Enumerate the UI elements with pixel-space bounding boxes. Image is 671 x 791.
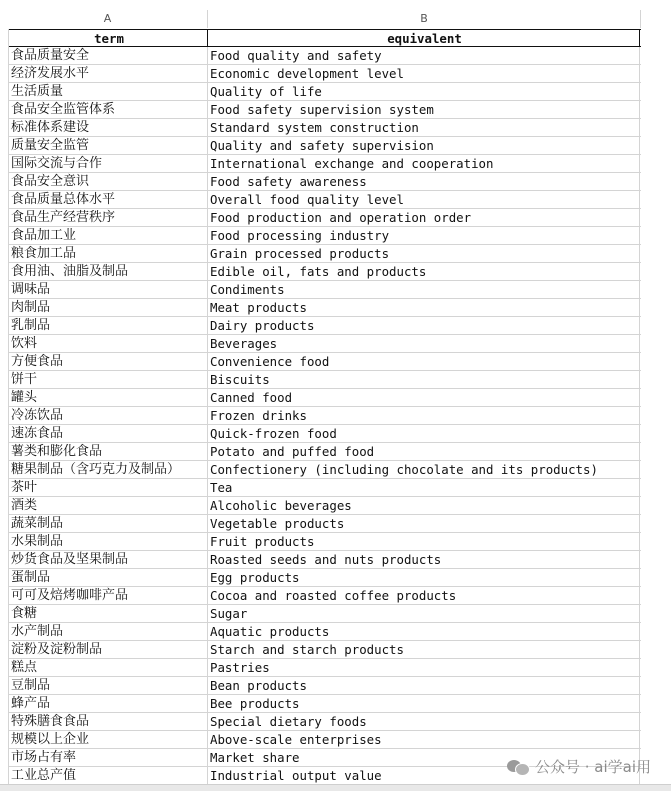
header-cell-term[interactable]: term (9, 30, 208, 47)
term-cell[interactable]: 工业总产值 (9, 767, 208, 784)
term-cell[interactable]: 质量安全监管 (9, 137, 208, 154)
table-row (9, 65, 641, 83)
term-cell[interactable]: 乳制品 (9, 317, 208, 334)
equivalent-cell[interactable]: Food quality and safety (208, 47, 640, 64)
equivalent-cell[interactable]: Quality and safety supervision (208, 137, 640, 154)
equivalent-cell[interactable]: Bee products (208, 695, 640, 712)
equivalent-cell[interactable]: Bean products (208, 677, 640, 694)
table-row (9, 317, 641, 335)
equivalent-cell[interactable]: Condiments (208, 281, 640, 298)
term-cell[interactable]: 方便食品 (9, 353, 208, 370)
term-cell[interactable]: 食糖 (9, 605, 208, 622)
table-row (9, 173, 641, 191)
table-row (9, 137, 641, 155)
equivalent-cell[interactable]: Tea (208, 479, 640, 496)
table-row (9, 119, 641, 137)
equivalent-cell[interactable]: Edible oil, fats and products (208, 263, 640, 280)
equivalent-cell[interactable]: Canned food (208, 389, 640, 406)
term-cell[interactable]: 糖果制品（含巧克力及制品） (9, 461, 208, 478)
equivalent-cell[interactable]: Above-scale enterprises (208, 731, 640, 748)
table-row (9, 443, 641, 461)
table-row (9, 155, 641, 173)
chat-bubbles-icon (507, 758, 529, 776)
term-cell[interactable]: 食品生产经营秩序 (9, 209, 208, 226)
table-row (9, 83, 641, 101)
column-header-b[interactable]: B (208, 10, 641, 28)
header-cell-equivalent[interactable]: equivalent (208, 30, 640, 47)
equivalent-cell[interactable]: Alcoholic beverages (208, 497, 640, 514)
term-cell[interactable]: 蜂产品 (9, 695, 208, 712)
term-cell[interactable]: 肉制品 (9, 299, 208, 316)
watermark (507, 756, 651, 777)
table-row (9, 425, 641, 443)
term-cell[interactable]: 罐头 (9, 389, 208, 406)
equivalent-cell[interactable]: Fruit products (208, 533, 640, 550)
term-cell[interactable]: 可可及焙烤咖啡产品 (9, 587, 208, 604)
term-cell[interactable]: 豆制品 (9, 677, 208, 694)
column-headers (8, 10, 671, 28)
equivalent-cell[interactable]: Dairy products (208, 317, 640, 334)
term-cell[interactable]: 食品质量总体水平 (9, 191, 208, 208)
table-row (9, 641, 641, 659)
term-cell[interactable]: 蛋制品 (9, 569, 208, 586)
table-row (9, 209, 641, 227)
table-row (9, 353, 641, 371)
equivalent-cell[interactable]: Beverages (208, 335, 640, 352)
equivalent-cell[interactable]: Potato and puffed food (208, 443, 640, 460)
term-cell[interactable]: 炒货食品及坚果制品 (9, 551, 208, 568)
table-row (9, 263, 641, 281)
header-row (9, 29, 641, 47)
table-row (9, 533, 641, 551)
equivalent-cell[interactable]: Frozen drinks (208, 407, 640, 424)
equivalent-cell[interactable]: Industrial output value (208, 767, 640, 784)
term-cell[interactable]: 冷冻饮品 (9, 407, 208, 424)
table-row (9, 191, 641, 209)
table-row (9, 605, 641, 623)
term-cell[interactable]: 标准体系建设 (9, 119, 208, 136)
term-cell[interactable]: 食品安全意识 (9, 173, 208, 190)
term-cell[interactable]: 饼干 (9, 371, 208, 388)
table-row (9, 497, 641, 515)
equivalent-cell[interactable]: Food processing industry (208, 227, 640, 244)
table-row (9, 677, 641, 695)
equivalent-cell[interactable]: Starch and starch products (208, 641, 640, 658)
table-row (9, 569, 641, 587)
equivalent-cell[interactable]: Overall food quality level (208, 191, 640, 208)
equivalent-cell[interactable]: Convenience food (208, 353, 640, 370)
equivalent-cell[interactable]: Standard system construction (208, 119, 640, 136)
equivalent-cell[interactable]: Roasted seeds and nuts products (208, 551, 640, 568)
table-row (9, 659, 641, 677)
term-cell[interactable]: 糕点 (9, 659, 208, 676)
equivalent-cell[interactable]: Economic development level (208, 65, 640, 82)
sheet-bottom-bar (0, 784, 671, 791)
equivalent-cell[interactable]: International exchange and cooperation (208, 155, 640, 172)
watermark-text: 公众号 · ai学ai用 (534, 758, 651, 776)
equivalent-cell[interactable]: Egg products (208, 569, 640, 586)
table-row (9, 371, 641, 389)
table-row (9, 299, 641, 317)
table-row (9, 245, 641, 263)
table-row (9, 623, 641, 641)
table-row (9, 389, 641, 407)
term-cell[interactable]: 粮食加工品 (9, 245, 208, 262)
term-cell[interactable]: 经济发展水平 (9, 65, 208, 82)
term-cell[interactable]: 淀粉及淀粉制品 (9, 641, 208, 658)
equivalent-cell[interactable]: Food safety supervision system (208, 101, 640, 118)
table-row (9, 713, 641, 731)
term-cell[interactable]: 食品加工业 (9, 227, 208, 244)
table-row (9, 281, 641, 299)
term-cell[interactable]: 生活质量 (9, 83, 208, 100)
table-row (9, 407, 641, 425)
column-header-a[interactable]: A (8, 10, 208, 28)
term-cell[interactable]: 饮料 (9, 335, 208, 352)
table-row (9, 101, 641, 119)
equivalent-cell[interactable]: Special dietary foods (208, 713, 640, 730)
equivalent-cell[interactable]: Market share (208, 749, 640, 766)
table-row (9, 461, 641, 479)
term-cell[interactable]: 水产制品 (9, 623, 208, 640)
cell-grid (8, 29, 641, 785)
term-cell[interactable]: 调味品 (9, 281, 208, 298)
term-cell[interactable]: 酒类 (9, 497, 208, 514)
equivalent-cell[interactable]: Meat products (208, 299, 640, 316)
equivalent-cell[interactable]: Grain processed products (208, 245, 640, 262)
table-row (9, 335, 641, 353)
term-cell[interactable]: 食品安全监管体系 (9, 101, 208, 118)
table-row (9, 227, 641, 245)
table-row (9, 479, 641, 497)
term-cell[interactable]: 蔬菜制品 (9, 515, 208, 532)
term-cell[interactable]: 速冻食品 (9, 425, 208, 442)
equivalent-cell[interactable]: Quality of life (208, 83, 640, 100)
equivalent-cell[interactable]: Pastries (208, 659, 640, 676)
equivalent-cell[interactable]: Food production and operation order (208, 209, 640, 226)
term-cell[interactable]: 市场占有率 (9, 749, 208, 766)
term-cell[interactable]: 食用油、油脂及制品 (9, 263, 208, 280)
table-row (9, 515, 641, 533)
table-row (9, 551, 641, 569)
equivalent-cell[interactable]: Confectionery (including chocolate and its products) (208, 461, 640, 478)
table-row (9, 731, 641, 749)
equivalent-cell[interactable]: Vegetable products (208, 515, 640, 532)
equivalent-cell[interactable]: Biscuits (208, 371, 640, 388)
equivalent-cell[interactable]: Food safety awareness (208, 173, 640, 190)
equivalent-cell[interactable]: Sugar (208, 605, 640, 622)
table-row (9, 47, 641, 65)
term-cell[interactable]: 食品质量安全 (9, 47, 208, 64)
table-row (9, 695, 641, 713)
term-cell[interactable]: 茶叶 (9, 479, 208, 496)
term-cell[interactable]: 特殊膳食食品 (9, 713, 208, 730)
term-cell[interactable]: 规模以上企业 (9, 731, 208, 748)
term-cell[interactable]: 国际交流与合作 (9, 155, 208, 172)
equivalent-cell[interactable]: Quick-frozen food (208, 425, 640, 442)
equivalent-cell[interactable]: Cocoa and roasted coffee products (208, 587, 640, 604)
table-row (9, 587, 641, 605)
term-cell[interactable]: 水果制品 (9, 533, 208, 550)
equivalent-cell[interactable]: Aquatic products (208, 623, 640, 640)
term-cell[interactable]: 薯类和膨化食品 (9, 443, 208, 460)
